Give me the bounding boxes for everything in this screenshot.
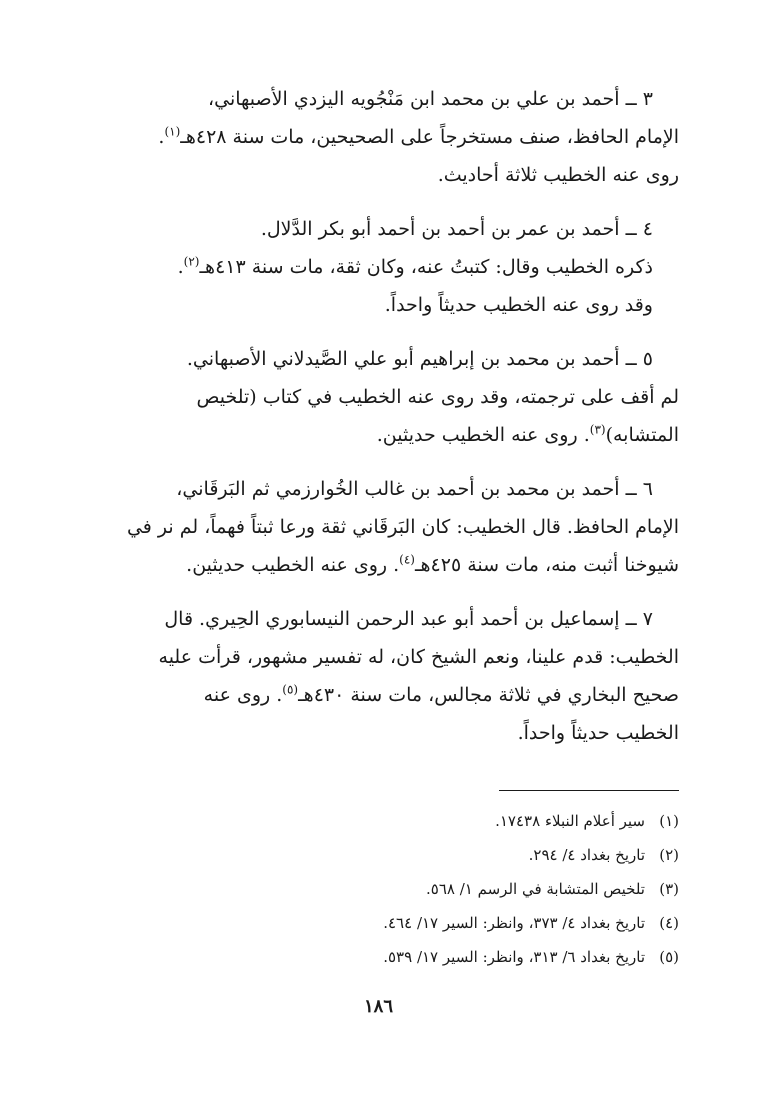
- footnote-item: [79, 940, 679, 974]
- footnote-item: [79, 838, 679, 872]
- footnote-ref: (٣): [589, 422, 606, 437]
- footnote-number: (٤): [659, 914, 679, 932]
- footnote-text: تاريخ بغداد ٦/ ٣١٣، وانظر: السير ١٧/ ٥٣٩.: [383, 948, 645, 966]
- entry-line: ٧ ــ إسماعيل بن أحمد أبو عبد الرحمن النيسابوري الحِيري. قال: [164, 608, 653, 630]
- footnote-text: تاريخ بغداد ٤/ ٣٧٣، وانظر: السير ١٧/ ٤٦٤.: [383, 914, 645, 932]
- footnote-item: [79, 804, 679, 838]
- entry-line: ٣ ــ أحمد بن علي بن محمد ابن مَنْجُويه اليزدي الأصبهاني،: [208, 88, 653, 110]
- entry-line: وقد روى عنه الخطيب حديثاً واحداً.: [384, 294, 653, 316]
- entry-line: ٥ ــ أحمد بن محمد بن إبراهيم أبو علي الصَّيدلاني الأصبهاني.: [186, 348, 653, 370]
- page-number: ١٨٦: [363, 996, 393, 1017]
- entry-line: الخطيب حديثاً واحداً.: [517, 722, 679, 744]
- entry-3: [79, 80, 679, 194]
- footnote-ref: (١): [164, 124, 181, 139]
- entry-line-text: روى عنه الخطيب حديثين.: [376, 424, 578, 446]
- entry-line: الإمام الحافظ، صنف مستخرجاً على الصحيحين، مات سنة ٤٢٨هـ$^{(١)}$.: [158, 124, 679, 148]
- entry-line: [79, 676, 679, 714]
- footnote-number: (٥): [659, 948, 679, 966]
- entry-4: [79, 210, 679, 324]
- footnote-text: سير أعلام النبلاء ١٧٤٣٨.: [495, 812, 645, 830]
- entry-5: [79, 340, 679, 454]
- entry-line: ٤ ــ أحمد بن عمر بن أحمد بن أحمد أبو بكر الدَّلال.: [260, 218, 653, 240]
- footnote-ref: (٢): [183, 254, 200, 269]
- footnote-separator: [499, 790, 679, 791]
- footnote-ref: (٥): [282, 682, 299, 697]
- entry-7: [79, 600, 679, 752]
- footnote-ref: (٤): [399, 552, 415, 567]
- entry-line: روى عنه الخطيب ثلاثة أحاديث.: [437, 164, 679, 186]
- main-text: [79, 80, 679, 768]
- entry-line: الإمام الحافظ. قال الخطيب: كان البَرقَاني ثقة ورعا ثبتاً فهماً، لم نر في: [126, 516, 679, 538]
- entry-line: لم أقف على ترجمته، وقد روى عنه الخطيب في كتاب (تلخيص: [196, 386, 679, 408]
- entry-line: ٦ ــ أحمد بن محمد بن أحمد بن غالب الخُوارزمي ثم البَرقَاني،: [176, 478, 653, 500]
- entry-line: المتشابه)$^{(٣)}$. روى عنه الخطيب حديثين.: [376, 422, 679, 446]
- entry-line-text: ذكره الخطيب وقال: كتبتُ عنه، وكان ثقة، مات سنة ٤١٣هـ: [199, 256, 653, 278]
- footnote-number: (٢): [659, 846, 679, 864]
- footnote-text: تلخيص المتشابة في الرسم ١/ ٥٦٨.: [426, 880, 645, 898]
- entry-line-text: . روى عنه: [203, 684, 283, 706]
- footnote-number: (٣): [659, 880, 679, 898]
- entry-line: [79, 546, 679, 584]
- footnotes: [79, 804, 679, 974]
- entry-line-text: . روى عنه الخطيب حديثين.: [186, 554, 400, 576]
- entry-line-text: الإمام الحافظ، صنف مستخرجاً على الصحيحين، مات سنة ٤٢٨هـ: [180, 126, 679, 148]
- footnote-number: (١): [659, 812, 679, 830]
- entry-line: ذكره الخطيب وقال: كتبتُ عنه، وكان ثقة، مات سنة ٤١٣هـ$^{(٢)}$.: [177, 254, 653, 278]
- entry-line: الخطيب: قدم علينا، ونعم الشيخ كان، له تفسير مشهور، قرأت عليه: [158, 646, 679, 668]
- footnote-item: [79, 906, 679, 940]
- entry-line-text: المتشابه): [605, 424, 679, 446]
- entry-line-text: صحيح البخاري في ثلاثة مجالس، مات سنة ٤٣٠هـ: [298, 684, 679, 706]
- entry-6: [79, 470, 679, 584]
- footnote-text: تاريخ بغداد ٤/ ٢٩٤.: [528, 846, 645, 864]
- footnote-item: [79, 872, 679, 906]
- entry-line-text: شيوخنا أثبت منه، مات سنة ٤٢٥هـ: [414, 554, 679, 576]
